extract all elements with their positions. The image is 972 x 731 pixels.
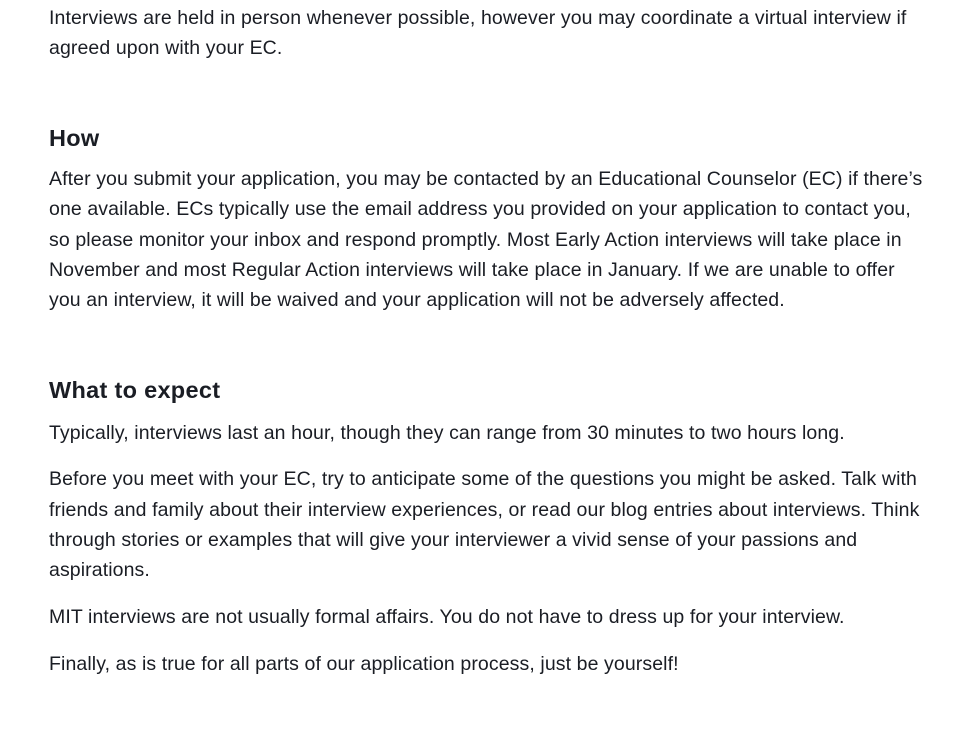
expect-paragraph-duration: Typically, interviews last an hour, though they can range from 30 minutes to two hours long. [49,421,845,444]
how-paragraph: After you submit your application, you may be contacted by an Educational Counselor (EC) if there’s one available. ECs typically use the email address you provided on your application to contact you, so please monitor your inbox and respond promptly. Most Early Action interviews will take place in November and most Regular Action interviews will take place in January. If we are unable to offer you an interview, it will be waived and your application will not be adversely affected. [49,167,923,312]
expect-paragraph-be-yourself: Finally, as is true for all parts of our application process, just be yourself! [49,653,679,676]
expect-paragraph-preparation: Before you meet with your EC, try to anticipate some of the questions you might be asked. Talk with friends and family about their interview experiences, or read our blog entries about interviews. Think through stories or examples that will give your interviewer a vivid sense of your passions and aspirations. [49,468,920,582]
what-to-expect-heading: What to expect [49,376,221,403]
intro-paragraph: Interviews are held in person whenever possible, however you may coordinate a virtual interview if agreed upon with your EC. [49,7,907,60]
expect-paragraph-dress-code: MIT interviews are not usually formal affairs. You do not have to dress up for your interview. [49,605,845,628]
how-heading: How [49,124,100,151]
